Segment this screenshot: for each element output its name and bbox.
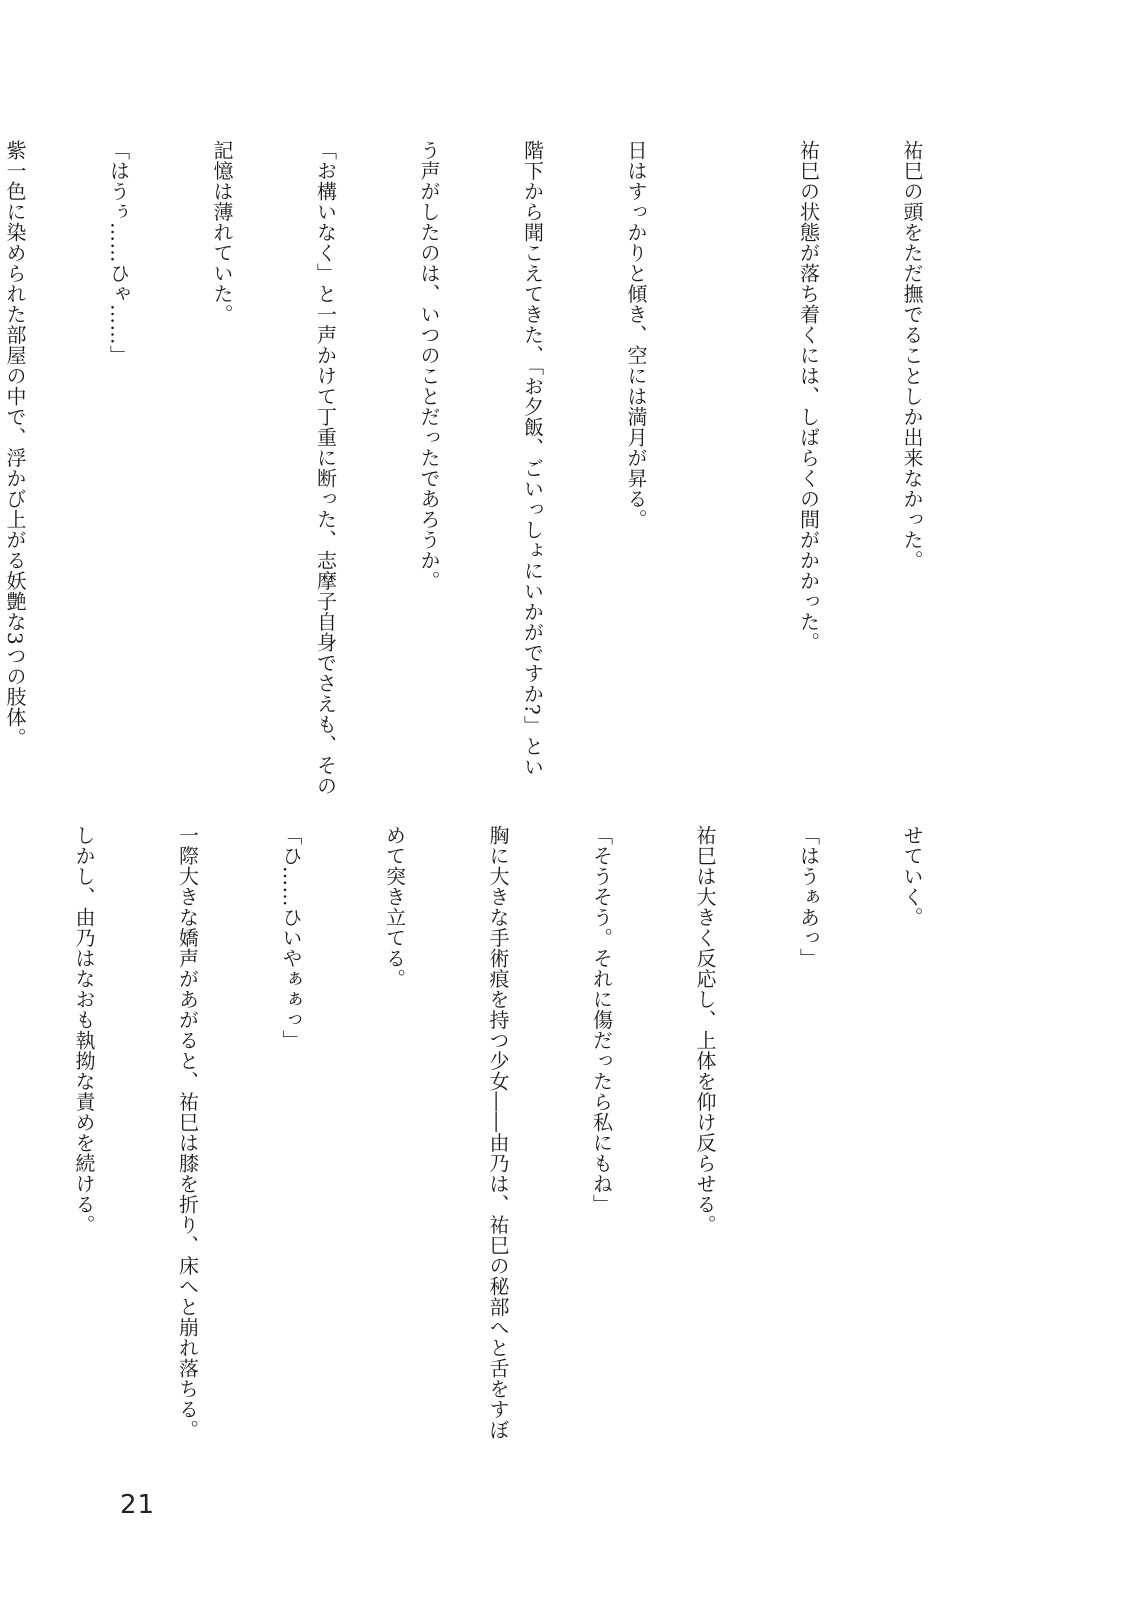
text-line: 記憶は薄れていた。 [210, 140, 234, 325]
text-line: 祐巳の状態が落ち着くには、しばらくの間がかかった。 [796, 140, 821, 653]
text-line: 「お構いなく」と一声かけて丁重に断った、志摩子自身でさえも、その [313, 140, 338, 796]
text-line: 階下から聞こえてきた、「お夕飯、ごいっしょにいかがですか?」とい [520, 140, 545, 777]
text-block-top [3, 140, 998, 796]
text-line: 一際大きな嬌声があがると、祐巳は膝を折り、床へと崩れ落ちる。 [175, 825, 200, 1440]
text-line: しかし、由乃はなおも執拗な責めを続ける。 [72, 825, 96, 1235]
text-line: う声がしたのは、いつのことだったであろうか。 [417, 140, 441, 591]
text-block-bottom [72, 825, 998, 1475]
text-line: 紫一色に染められた部屋の中で、浮かび上がる妖艶な3つの肢体。 [3, 140, 27, 748]
text-line: 「ひ……ひいやぁぁっ」 [279, 825, 303, 1051]
text-line: めて突き立てる。 [382, 825, 407, 989]
text-line: 胸に大きな手術痕を持つ少女――由乃は、祐巳の秘部へと舌をすぼ [486, 825, 510, 1440]
text-line: 「はうぁあっ」 [796, 825, 821, 969]
page-number: 21 [120, 1490, 156, 1520]
text-line: 「そうそう。それに傷だったら私にもね」 [589, 825, 614, 1215]
text-line: 祐巳は大きく反応し、上体を仰け反らせる。 [693, 825, 717, 1235]
text-line: 日はすっかりと傾き、空には満月が昇る。 [624, 140, 648, 530]
text-line: 祐巳の頭をただ撫でることしか出来なかった。 [900, 140, 924, 571]
text-line: せていく。 [900, 825, 924, 928]
text-line: 「はうぅ……ひゃ……」 [106, 140, 131, 366]
